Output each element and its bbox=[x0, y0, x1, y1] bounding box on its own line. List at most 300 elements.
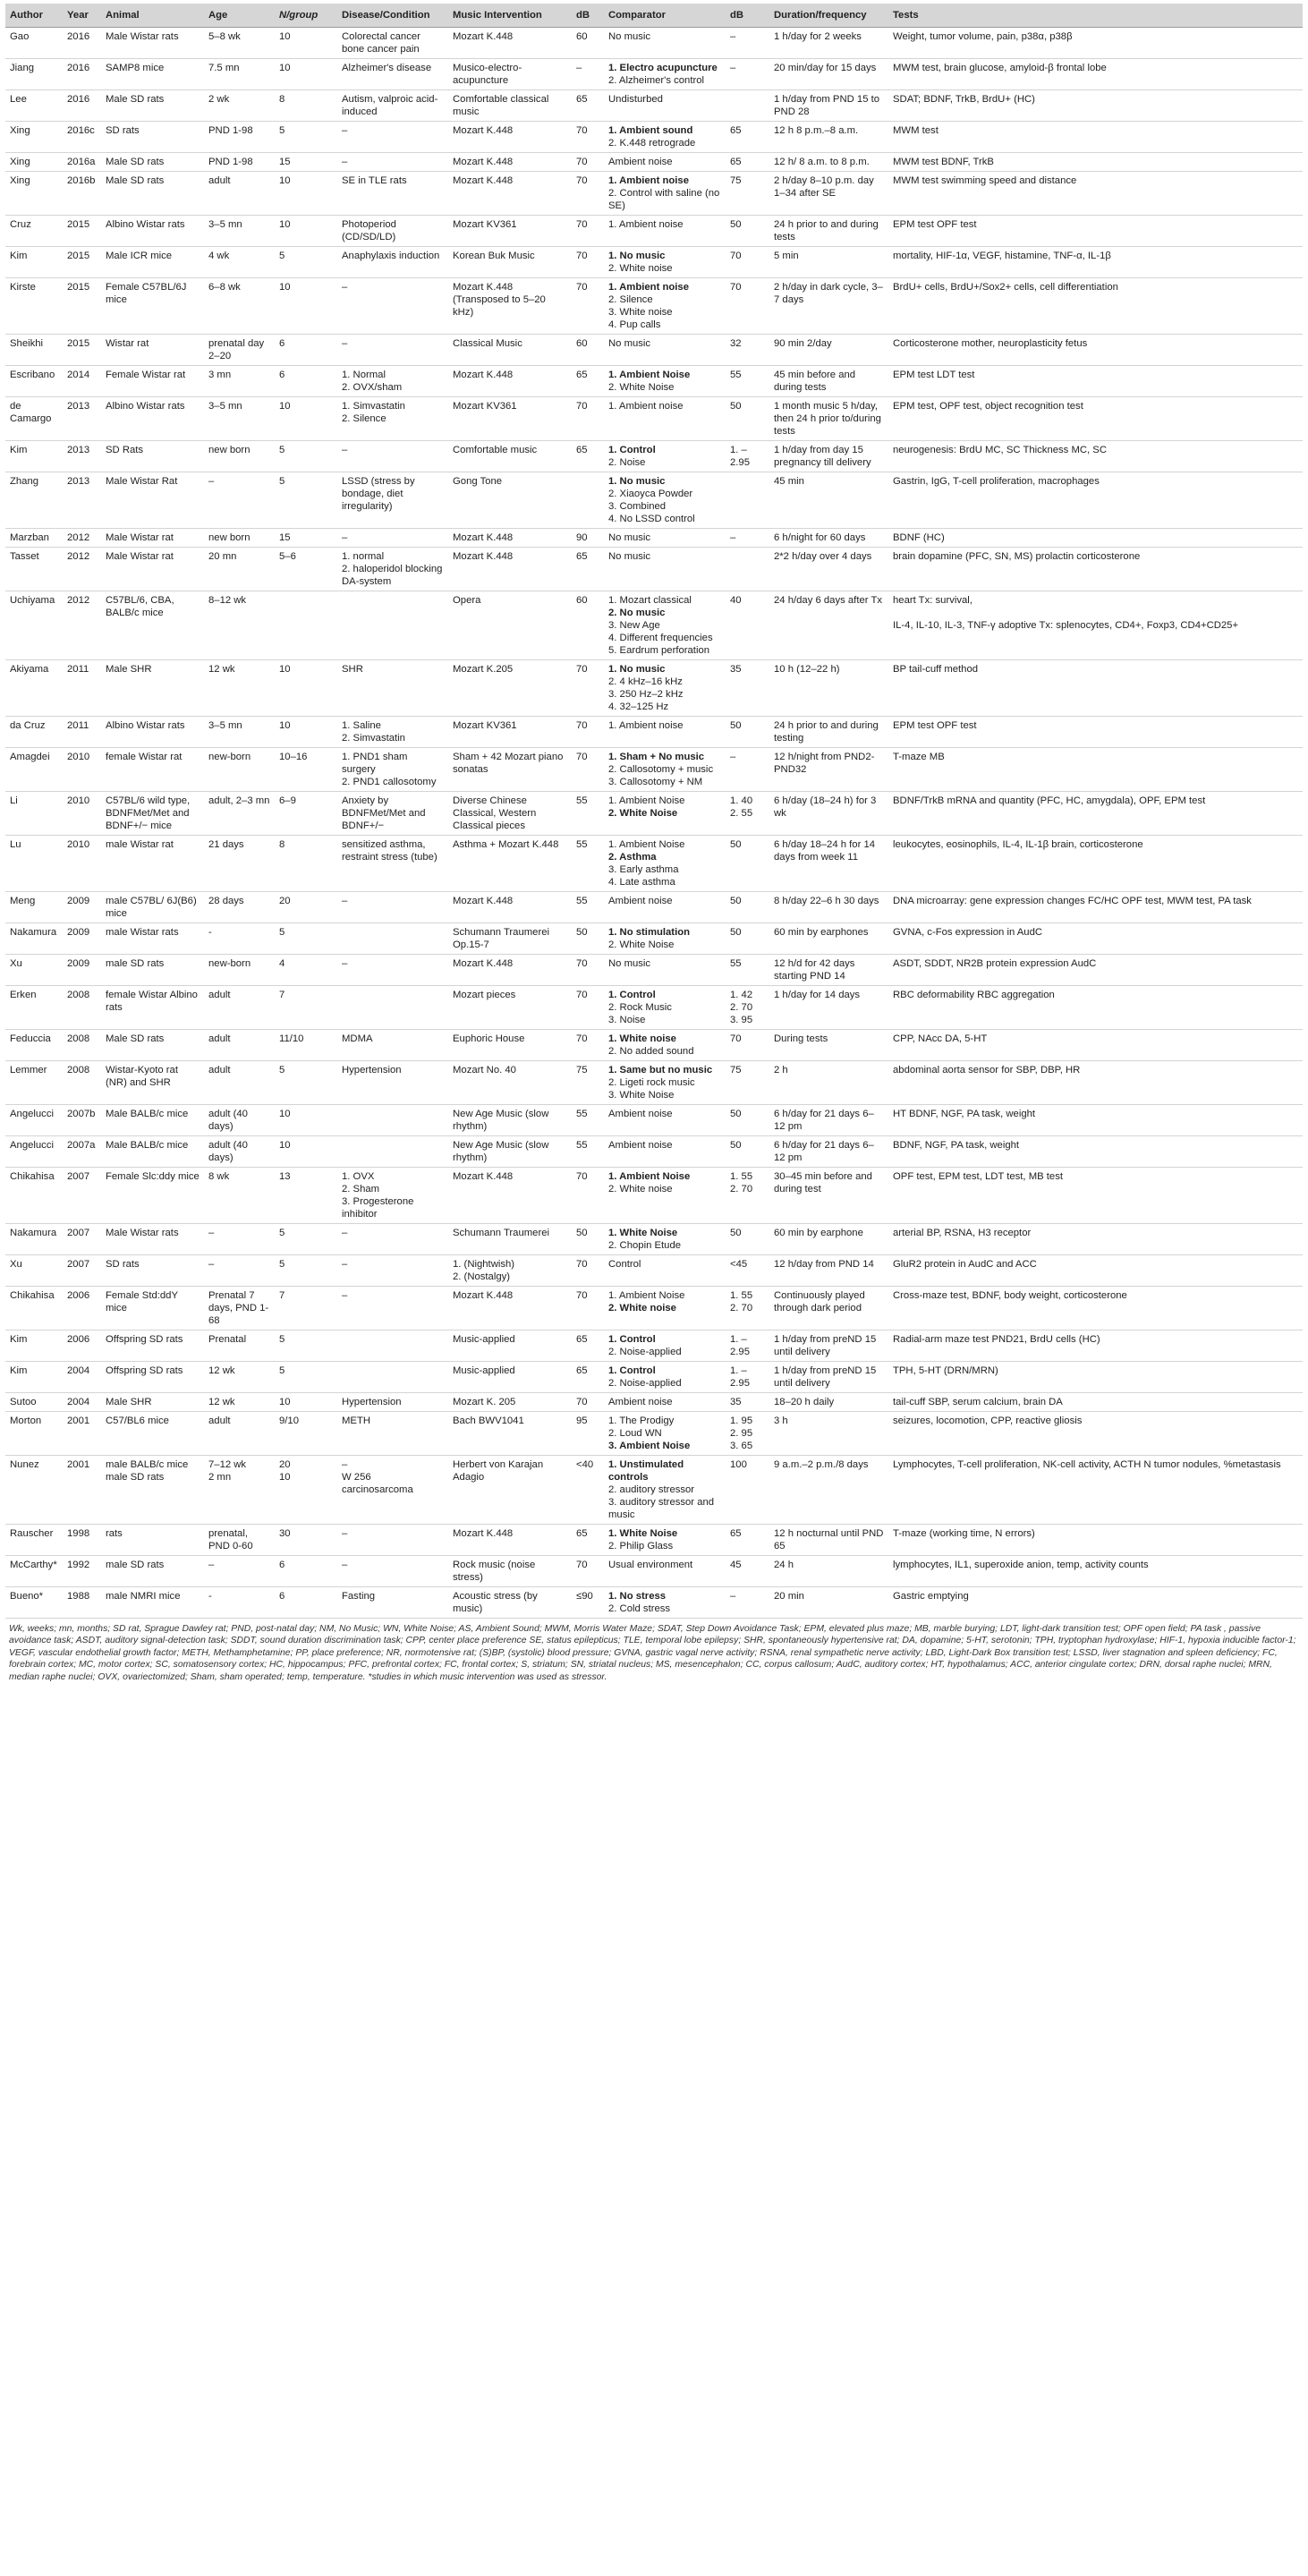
comparator-item: 5. Eardrum perforation bbox=[608, 645, 710, 656]
comparator-list bbox=[608, 1258, 721, 1271]
comparator-list bbox=[608, 93, 721, 106]
cell-music bbox=[448, 247, 572, 278]
cell-animal bbox=[101, 1105, 204, 1136]
cell-text: Opera bbox=[453, 595, 481, 606]
cell-text: <45 bbox=[730, 1259, 748, 1270]
comparator-item: 3. White Noise bbox=[608, 1090, 675, 1101]
cell-n bbox=[275, 122, 337, 153]
cell-text: Musico-electro-acupuncture bbox=[453, 63, 522, 86]
cell-text: 1. –2.95 bbox=[730, 1365, 750, 1389]
cell-disease bbox=[337, 247, 448, 278]
cell-db bbox=[572, 548, 604, 591]
cell-comparator bbox=[604, 1168, 726, 1224]
cell-animal bbox=[101, 548, 204, 591]
cell-text: EPM test, OPF test, object recognition test bbox=[893, 401, 1083, 412]
cell-text: 10 bbox=[279, 1140, 291, 1151]
cell-text: – bbox=[208, 1228, 215, 1238]
cell-n bbox=[275, 923, 337, 955]
cell-text: 65 bbox=[730, 1528, 742, 1539]
cell-comparator bbox=[604, 247, 726, 278]
cell-age bbox=[204, 153, 275, 172]
cell-animal bbox=[101, 28, 204, 59]
cell-text: 2009 bbox=[67, 927, 90, 938]
cell-animal bbox=[101, 153, 204, 172]
cell-disease bbox=[337, 1255, 448, 1287]
cell-music bbox=[448, 1136, 572, 1168]
cell-author bbox=[5, 1362, 63, 1393]
cell-duration bbox=[769, 366, 888, 397]
comparator-item: 2. Philip Glass bbox=[608, 1541, 674, 1552]
cell-text: 1 h/day for 14 days bbox=[774, 990, 861, 1000]
cell-tests bbox=[888, 28, 1303, 59]
cell-animal bbox=[101, 1393, 204, 1412]
comparator-list bbox=[608, 1527, 721, 1552]
comparator-item: 2. auditory stressor bbox=[608, 1484, 695, 1495]
cell-text: 50 bbox=[576, 927, 588, 938]
cell-text: METH bbox=[342, 1416, 371, 1426]
cell-age bbox=[204, 923, 275, 955]
comparator-item: Usual environment bbox=[608, 1560, 693, 1570]
cell-text: Xing bbox=[10, 157, 30, 167]
cell-text: 2001 bbox=[67, 1459, 90, 1470]
cell-n bbox=[275, 892, 337, 923]
cell-n bbox=[275, 986, 337, 1030]
cell-text: GluR2 protein in AudC and ACC bbox=[893, 1259, 1037, 1270]
cell-year bbox=[63, 28, 101, 59]
cell-text: 1 h/day for 2 weeks bbox=[774, 31, 862, 42]
cell-text: 8 h/day 22–6 h 30 days bbox=[774, 896, 879, 906]
cell-text: – bbox=[342, 532, 348, 543]
cell-n bbox=[275, 717, 337, 748]
cell-text: 60 bbox=[576, 338, 588, 349]
cell-text: 1. –2.95 bbox=[730, 445, 750, 468]
cell-text: 20 mn bbox=[208, 551, 237, 562]
cell-text: HT BDNF, NGF, PA task, weight bbox=[893, 1109, 1036, 1119]
cell-text: MDMA bbox=[342, 1033, 373, 1044]
cell-text: heart Tx: survival, IL-4, IL-10, IL-3, TNF-γ adoptive Tx: splenocytes, CD4+, Foxp3, CD4+CD25+ bbox=[893, 595, 1239, 631]
cell-text: 70 bbox=[576, 1290, 588, 1301]
cell-animal bbox=[101, 90, 204, 122]
cell-db2 bbox=[726, 1030, 769, 1061]
cell-text: C57BL/6, CBA, BALB/c mice bbox=[106, 595, 174, 618]
cell-age bbox=[204, 1362, 275, 1393]
cell-disease bbox=[337, 955, 448, 986]
cell-tests bbox=[888, 278, 1303, 335]
comparator-list bbox=[608, 174, 721, 212]
cell-text: RBC deformability RBC aggregation bbox=[893, 990, 1055, 1000]
header-row bbox=[5, 4, 1303, 28]
cell-text: male NMRI mice bbox=[106, 1591, 181, 1602]
cell-music bbox=[448, 529, 572, 548]
cell-text: 6 h/day (18–24 h) for 3 wk bbox=[774, 795, 877, 819]
cell-age bbox=[204, 247, 275, 278]
cell-age bbox=[204, 472, 275, 529]
cell-db bbox=[572, 986, 604, 1030]
cell-text: 10 bbox=[279, 63, 291, 73]
cell-tests bbox=[888, 247, 1303, 278]
cell-text: 8 wk bbox=[208, 1171, 230, 1182]
table-row bbox=[5, 1061, 1303, 1105]
cell-author bbox=[5, 216, 63, 247]
cell-author bbox=[5, 1393, 63, 1412]
cell-text: – bbox=[342, 282, 348, 293]
cell-text: 70 bbox=[576, 1397, 588, 1407]
cell-duration bbox=[769, 1331, 888, 1362]
cell-text: 10 bbox=[279, 31, 291, 42]
comparator-item: 2. Noise-applied bbox=[608, 1378, 682, 1389]
footnote: Wk, weeks; mn, months; SD rat, Sprague Dawley rat; PND, post-natal day; NM, No Music; WN, White Noise; AS, Ambient Sound; MWM, Morris Water Maze; SDAT, Step Down Avoidance Task; EPM, elevated plus maze; MB, marble burying; LDT, light-dark transition test; OPF open field; PA task , passive avoidance task; ASDT, auditory signal-detection task; SDDT, sound duration discrimination task; CPP, center place preference SE, status epilepticus; TLE, temporal lobe epilepsy; SHR, spontaneously hypertensive rat; DA, dopamine; 5-HT, serotonin; TPH, tryptophan hydroxylase; HIF-1, hypoxia inducible factor-1; VEGF, vascular endothelial growth factor; METH, Methamphetamine; PP, place preference; NR, normotensive rat; (S)BP, (systolic) blood pressure; GVNA, gastric vagal nerve activity; RSNA, renal sympathetic nerve activity; LBD, Light-Dark Box transition test; LSSD, liver stagnation and spleen deficiency; FC, forebrain cortex; MC, motor cortex; SC, somatosensory cortex; HC, hippocampus; PFC, prefrontal cortex; FC, frontal cortex; S, striatum; SN, striatal nucleus; MS, mesencephalon; CC, corpus callosum; AudC, auditory cortex; HT, hypothalamus; ACC, anterior cingulate cortex; DRN, dorsal raphe nuclei; MRN, median raphe nuclei; OVX, ovariectomized; Sham, sham operated; temp, temperature. *studies in which music intervention was used as stressor. bbox=[9, 1624, 1296, 1682]
cell-text: Escribano bbox=[10, 370, 55, 380]
cell-text: 2011 bbox=[67, 720, 89, 731]
cell-text: 70 bbox=[576, 282, 588, 293]
cell-age bbox=[204, 836, 275, 892]
cell-text: Mozart No. 40 bbox=[453, 1065, 516, 1075]
cell-text: Mozart K.448 bbox=[453, 896, 514, 906]
cell-author bbox=[5, 748, 63, 792]
header-db-comparator: dB bbox=[726, 4, 769, 28]
header-n-per-group: N/group bbox=[275, 4, 337, 28]
comparator-item: 2. White Noise bbox=[608, 939, 675, 950]
cell-db bbox=[572, 172, 604, 216]
cell-tests bbox=[888, 660, 1303, 717]
cell-text: MWM test, brain glucose, amyloid-β frontal lobe bbox=[893, 63, 1107, 73]
cell-text: SD rats bbox=[106, 1259, 140, 1270]
cell-author bbox=[5, 986, 63, 1030]
cell-tests bbox=[888, 122, 1303, 153]
comparator-item: 3. Early asthma bbox=[608, 864, 679, 875]
cell-tests bbox=[888, 1393, 1303, 1412]
table-row bbox=[5, 1412, 1303, 1456]
cell-duration bbox=[769, 1255, 888, 1287]
cell-age bbox=[204, 1556, 275, 1587]
cell-disease bbox=[337, 591, 448, 660]
cell-tests bbox=[888, 1525, 1303, 1556]
cell-disease bbox=[337, 1556, 448, 1587]
table-row bbox=[5, 1030, 1303, 1061]
comparator-item: 3. Noise bbox=[608, 1015, 646, 1025]
cell-tests bbox=[888, 792, 1303, 836]
cell-author bbox=[5, 1224, 63, 1255]
cell-text: 50 bbox=[730, 1228, 742, 1238]
comparator-item: 1. Ambient noise bbox=[608, 282, 689, 293]
cell-text: Mozart K.448 bbox=[453, 1290, 514, 1301]
cell-text: 2014 bbox=[67, 370, 90, 380]
cell-text: 70 bbox=[576, 125, 588, 136]
cell-text: 70 bbox=[730, 251, 742, 261]
cell-text: Schumann Traumerei bbox=[453, 1228, 549, 1238]
cell-music bbox=[448, 122, 572, 153]
cell-author bbox=[5, 1030, 63, 1061]
cell-text: male BALB/c mice male SD rats bbox=[106, 1459, 189, 1483]
cell-animal bbox=[101, 1331, 204, 1362]
cell-text: 2 h bbox=[774, 1065, 788, 1075]
cell-text: 45 min bbox=[774, 476, 804, 487]
cell-text: 2007 bbox=[67, 1171, 90, 1182]
cell-tests bbox=[888, 892, 1303, 923]
cell-text: Wistar-Kyoto rat (NR) and SHR bbox=[106, 1065, 178, 1088]
cell-db2 bbox=[726, 278, 769, 335]
cell-text: 65 bbox=[576, 1528, 588, 1539]
comparator-item: 2. White noise bbox=[608, 1303, 676, 1314]
cell-text: 2*2 h/day over 4 days bbox=[774, 551, 872, 562]
cell-age bbox=[204, 1105, 275, 1136]
cell-disease bbox=[337, 172, 448, 216]
comparator-item: 2. Noise-applied bbox=[608, 1347, 682, 1357]
cell-author bbox=[5, 397, 63, 441]
header-age: Age bbox=[204, 4, 275, 28]
cell-comparator bbox=[604, 1393, 726, 1412]
cell-text: 70 bbox=[576, 401, 588, 412]
comparator-item: No music bbox=[608, 31, 651, 42]
cell-year bbox=[63, 986, 101, 1030]
cell-comparator bbox=[604, 1105, 726, 1136]
cell-db2 bbox=[726, 660, 769, 717]
cell-text: Female Wistar rat bbox=[106, 370, 186, 380]
cell-text: Mozart K.448 bbox=[453, 551, 514, 562]
cell-text: adult bbox=[208, 990, 231, 1000]
cell-n bbox=[275, 28, 337, 59]
cell-text: 55 bbox=[576, 839, 588, 850]
cell-comparator bbox=[604, 955, 726, 986]
cell-year bbox=[63, 1168, 101, 1224]
cell-text: prenatal, PND 0-60 bbox=[208, 1528, 253, 1552]
cell-tests bbox=[888, 397, 1303, 441]
cell-year bbox=[63, 1331, 101, 1362]
comparator-item: 1. Control bbox=[608, 445, 656, 455]
cell-text: - bbox=[208, 927, 212, 938]
cell-db bbox=[572, 1393, 604, 1412]
cell-text: 2012 bbox=[67, 595, 90, 606]
comparator-item: 2. 4 kHz–16 kHz bbox=[608, 676, 683, 687]
table-row bbox=[5, 247, 1303, 278]
cell-text: – bbox=[730, 31, 736, 42]
cell-disease bbox=[337, 1030, 448, 1061]
cell-duration bbox=[769, 1525, 888, 1556]
cell-text: Male SD rats bbox=[106, 94, 165, 105]
cell-text: Lee bbox=[10, 94, 27, 105]
cell-text: Male SD rats bbox=[106, 1033, 165, 1044]
cell-n bbox=[275, 1412, 337, 1456]
cell-n bbox=[275, 216, 337, 247]
header-animal: Animal bbox=[101, 4, 204, 28]
cell-text: 2016 bbox=[67, 63, 90, 73]
table-row bbox=[5, 172, 1303, 216]
cell-text: 10 bbox=[279, 282, 291, 293]
cell-db2 bbox=[726, 1525, 769, 1556]
cell-text: 7 bbox=[279, 990, 285, 1000]
cell-text: Mozart K.448 bbox=[453, 1528, 514, 1539]
cell-author bbox=[5, 548, 63, 591]
cell-disease bbox=[337, 366, 448, 397]
cell-author bbox=[5, 1331, 63, 1362]
cell-text: – bbox=[342, 958, 348, 969]
cell-text: Gao bbox=[10, 31, 30, 42]
cell-text: Continuously played through dark period bbox=[774, 1290, 865, 1314]
cell-n bbox=[275, 153, 337, 172]
cell-animal bbox=[101, 986, 204, 1030]
cell-year bbox=[63, 216, 101, 247]
cell-animal bbox=[101, 923, 204, 955]
cell-text: 60 bbox=[576, 595, 588, 606]
cell-text: Schumann Traumerei Op.15-7 bbox=[453, 927, 549, 950]
cell-music bbox=[448, 1255, 572, 1287]
cell-text: – bbox=[730, 752, 736, 762]
cell-music bbox=[448, 792, 572, 836]
cell-text: 100 bbox=[730, 1459, 747, 1470]
cell-tests bbox=[888, 717, 1303, 748]
cell-n bbox=[275, 366, 337, 397]
cell-text: – bbox=[342, 1290, 348, 1301]
cell-age bbox=[204, 548, 275, 591]
table-row bbox=[5, 548, 1303, 591]
cell-n bbox=[275, 836, 337, 892]
cell-year bbox=[63, 122, 101, 153]
cell-author bbox=[5, 247, 63, 278]
cell-text: 2008 bbox=[67, 1033, 90, 1044]
comparator-list bbox=[608, 895, 721, 907]
cell-text: 70 bbox=[576, 1033, 588, 1044]
cell-age bbox=[204, 1456, 275, 1525]
comparator-item: 3. auditory stressor and music bbox=[608, 1497, 715, 1520]
cell-music bbox=[448, 335, 572, 366]
cell-db bbox=[572, 836, 604, 892]
comparator-list bbox=[608, 156, 721, 168]
comparator-item: 1. Ambient noise bbox=[608, 219, 684, 230]
cell-text: 10 bbox=[279, 664, 291, 675]
cell-text: 65 bbox=[730, 157, 742, 167]
cell-db bbox=[572, 1587, 604, 1619]
table-row bbox=[5, 122, 1303, 153]
cell-text: 75 bbox=[730, 175, 742, 186]
cell-db bbox=[572, 1105, 604, 1136]
cell-db bbox=[572, 955, 604, 986]
cell-text: 10 bbox=[279, 1109, 291, 1119]
cell-tests bbox=[888, 955, 1303, 986]
comparator-list bbox=[608, 1333, 721, 1358]
cell-text: Alzheimer's disease bbox=[342, 63, 432, 73]
cell-comparator bbox=[604, 216, 726, 247]
cell-text: C57BL/6 wild type, BDNFMet/Met and BDNF+/− mice bbox=[106, 795, 191, 831]
cell-n bbox=[275, 1587, 337, 1619]
comparator-item: 1. Ambient Noise bbox=[608, 370, 691, 380]
cell-text: – bbox=[730, 532, 736, 543]
cell-author bbox=[5, 1587, 63, 1619]
cell-text: 13 bbox=[279, 1171, 291, 1182]
cell-text: – bbox=[342, 445, 348, 455]
cell-age bbox=[204, 591, 275, 660]
comparator-list bbox=[608, 1396, 721, 1408]
table-row bbox=[5, 1105, 1303, 1136]
cell-tests bbox=[888, 529, 1303, 548]
cell-text: new born bbox=[208, 532, 251, 543]
cell-age bbox=[204, 441, 275, 472]
cell-db bbox=[572, 1412, 604, 1456]
cell-music bbox=[448, 59, 572, 90]
cell-tests bbox=[888, 1030, 1303, 1061]
cell-text: 12 h 8 p.m.–8 a.m. bbox=[774, 125, 859, 136]
cell-text: 1988 bbox=[67, 1591, 90, 1602]
cell-text: 1. 42 2. 70 3. 95 bbox=[730, 990, 753, 1025]
comparator-item: 1. Ambient Noise bbox=[608, 1171, 691, 1182]
cell-author bbox=[5, 1255, 63, 1287]
cell-author bbox=[5, 1525, 63, 1556]
cell-text: 70 bbox=[730, 1033, 742, 1044]
cell-text: 2016 bbox=[67, 31, 90, 42]
cell-text: Lu bbox=[10, 839, 21, 850]
cell-disease bbox=[337, 792, 448, 836]
comparator-item: Ambient noise bbox=[608, 1397, 673, 1407]
cell-db bbox=[572, 1556, 604, 1587]
comparator-list bbox=[608, 1415, 721, 1452]
cell-comparator bbox=[604, 472, 726, 529]
cell-year bbox=[63, 90, 101, 122]
comparator-list bbox=[608, 400, 721, 412]
table-row bbox=[5, 591, 1303, 660]
cell-year bbox=[63, 591, 101, 660]
cell-text: 65 bbox=[576, 94, 588, 105]
cell-text: 60 bbox=[576, 31, 588, 42]
cell-age bbox=[204, 717, 275, 748]
cell-tests bbox=[888, 172, 1303, 216]
cell-animal bbox=[101, 1061, 204, 1105]
cell-year bbox=[63, 1287, 101, 1331]
cell-text: new-born bbox=[208, 958, 251, 969]
comparator-item: 1. No music bbox=[608, 476, 666, 487]
cell-text: Nakamura bbox=[10, 1228, 57, 1238]
cell-disease bbox=[337, 153, 448, 172]
cell-text: 50 bbox=[730, 896, 742, 906]
cell-tests bbox=[888, 836, 1303, 892]
cell-animal bbox=[101, 955, 204, 986]
cell-duration bbox=[769, 278, 888, 335]
cell-text: – bbox=[730, 63, 736, 73]
comparator-item: 2. No music bbox=[608, 608, 666, 618]
cell-duration bbox=[769, 172, 888, 216]
cell-comparator bbox=[604, 397, 726, 441]
cell-text: Weight, tumor volume, pain, p38α, p38β bbox=[893, 31, 1073, 42]
cell-text: 2012 bbox=[67, 532, 90, 543]
cell-n bbox=[275, 591, 337, 660]
cell-text: ASDT, SDDT, NR2B protein expression AudC bbox=[893, 958, 1097, 969]
cell-text: 3–5 mn bbox=[208, 219, 242, 230]
cell-text: Nakamura bbox=[10, 927, 57, 938]
comparator-item: 2. Loud WN bbox=[608, 1428, 662, 1439]
cell-duration bbox=[769, 1105, 888, 1136]
cell-author bbox=[5, 529, 63, 548]
cell-text: Nunez bbox=[10, 1459, 39, 1470]
cell-text: 3–5 mn bbox=[208, 401, 242, 412]
cell-year bbox=[63, 278, 101, 335]
comparator-list bbox=[608, 369, 721, 394]
cell-text: male Wistar rats bbox=[106, 927, 179, 938]
cell-text: new-born bbox=[208, 752, 251, 762]
cell-text: Male Wistar rats bbox=[106, 1228, 179, 1238]
cell-animal bbox=[101, 1030, 204, 1061]
cell-animal bbox=[101, 247, 204, 278]
cell-tests bbox=[888, 216, 1303, 247]
cell-duration bbox=[769, 1393, 888, 1412]
cell-music bbox=[448, 1224, 572, 1255]
cell-text: 65 bbox=[576, 551, 588, 562]
cell-age bbox=[204, 955, 275, 986]
comparator-item: 3. Callosotomy + NM bbox=[608, 777, 703, 787]
cell-text: Cross-maze test, BDNF, body weight, corticosterone bbox=[893, 1290, 1127, 1301]
comparator-list bbox=[608, 1365, 721, 1390]
cell-duration bbox=[769, 986, 888, 1030]
cell-music bbox=[448, 90, 572, 122]
cell-duration bbox=[769, 892, 888, 923]
cell-text: 20 10 bbox=[279, 1459, 291, 1483]
